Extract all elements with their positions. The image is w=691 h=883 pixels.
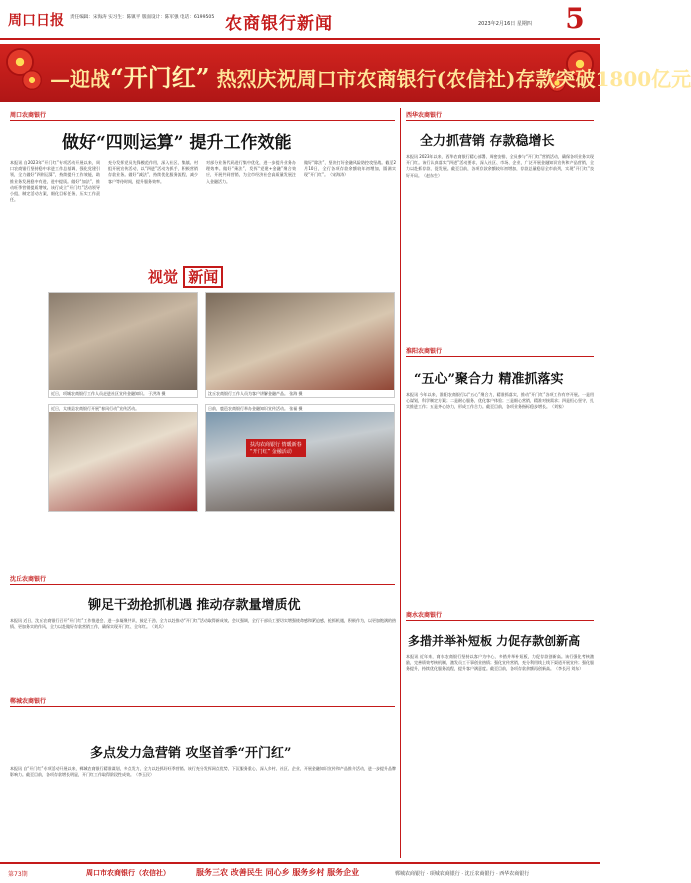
news-photo (48, 292, 198, 398)
news-photo (205, 404, 395, 512)
section-rule (406, 356, 594, 357)
bank-name: 周口市农商银行（农信社） (86, 869, 170, 877)
page-number: 5 (565, 2, 585, 35)
event-banner-sign: 扶沟农商银行 情暖新春 “开门红” 金融活动 (246, 439, 306, 457)
footer-branches: 郸城农商银行 · 项城农商银行 · 沈丘农商银行 · 西华农商银行 (395, 871, 530, 877)
masthead (0, 0, 600, 40)
section-label: 沈丘农商银行 (10, 576, 47, 583)
banner-headline: —迎战“开门红” 热烈庆祝周口市农商银行(农信社)存款突破1800亿元 (50, 63, 691, 92)
article-body: 本报讯 自“开门红”专项活动开展以来，郸城农商银行精准谋划，多点发力，全力以赴抓好旺季营销。该行充分发挥网点优势，下沉服务重心，深入乡村、社区、企业，开展金融知识宣传和产品推介活动，进一步提升品牌影响力。截至目前，各项存款增长明显，开门红工作取得阶段性成效。（李玉民） (10, 766, 396, 778)
celebration-banner (0, 44, 691, 102)
section-label: 周口农商银行 (10, 112, 47, 119)
article-body: 本报讯 近日，沈丘农商银行召开“开门红”工作推进会，进一步凝聚共识、鼓足干劲，全力以赴推动“开门红”活动取得新成效。会议强调，全行干部员工要切实增强使命感和紧迫感，抢抓机遇，积极作为，以更加饱满的热情、更加务实的作风，全力以赴做好存款营销工作，确保实现开门红、全年红。（刘兵） (10, 618, 396, 630)
section-label: 商水农商银行 (406, 612, 443, 619)
photo-caption: 近日，项城农商银行工作人员走进社区宣传金融知识。 于洪涛 摄 (49, 390, 197, 397)
article-body: 本报讯 2023年以来，西华农商银行精心部署、周密安排，全员参与“开门红”营销活动，确保各项业务实现开门红。该行认真落实“四进”活动要求，深入社区、市场、企业，广泛开展金融知识宣传和产品营销，全力以赴抓存款、促发展。截至目前，各项存款余额较年初增加，存款总量稳居全市前列，实现“开门红”良好开局。（赵东生） (406, 154, 594, 178)
section-label: 郸城农商银行 (10, 698, 47, 705)
section-rule (406, 120, 594, 121)
section-rule (10, 584, 395, 585)
article-title: 做好“四则运算” 提升工作效能 (62, 133, 292, 153)
article-title: “五心”聚合力 精准抓落实 (414, 372, 564, 387)
article-title: 铆足干劲抢抓机遇 推动存款量增质优 (88, 598, 301, 613)
newspaper-logo: 周口日报 (8, 13, 64, 29)
section-rule (406, 620, 594, 621)
editor-info: 责任编辑：宋海涛 实习生：陈镇平 版面设计：陈军强 电话：6199505 (70, 15, 215, 20)
article-body: 做好“除法”，坚决打好金融风险防控攻坚战。截至2月10日，全行各项存款余额较年初增加，圆满实现“开门红”。（宋海涛） (304, 160, 396, 178)
article-title: 多点发力急营销 攻坚首季“开门红” (90, 746, 292, 761)
article-body: 充分发挥党员先锋模范作用，深入社区、集镇、村组开展宣传活动，以“四进”活动为抓手，积极营销存款业务。做好“减法”，持续优化服务流程，减少客户等待时间，提升服务效率。 (108, 160, 198, 184)
section-label: 西华农商银行 (406, 112, 443, 119)
article-body: 对部分业务代码进行集中优化，进一步提升业务办理效率。做好“乘法”，发挥“党建+金融”聚合效应，开展共同营销，为全市经济社会高质量发展注入金融活力。 (206, 160, 296, 184)
photo-caption: 日前，鹿邑农商银行举办金融知识宣传活动。 张福 摄 (206, 405, 394, 412)
issue-date: 2023年2月16日 星期四 (478, 21, 532, 27)
edition-number: 第73期 (8, 871, 28, 878)
article-title: 多措并举补短板 力促存款创新高 (408, 634, 581, 648)
article-body: 本报讯 近年来，商水农商银行坚持以客户为中心，多措并举补短板，力促存款创新高。该行强化考核激励，完善绩效考核机制，激发员工干事创业热情；强化宣传营销，充分利用线上线下渠道开展宣传；强化服务提升，持续优化服务流程，提升客户满意度。截至目前，各项存款余额再创新高。（李长河 刘东） (406, 654, 594, 672)
footer-slogan: 服务三农 改善民生 同心乡 服务乡村 服务企业 (196, 868, 360, 877)
column-divider (400, 108, 401, 858)
section-rule (10, 120, 395, 121)
article-body: 本报讯 自2023年“开门红”专项活动开展以来，周口农商银行坚持稳中求进工作总基调，强化党建引领，全力做好“四则运算”，持续提升工作效能，助推业务发展稳中有进、进中提质。做好“加法”，推动旺季营销提质增效。该行成立“开门红”活动领导小组，制定活动方案，细化目标任务，压实工作责任。 (10, 160, 100, 203)
photo-caption: 近日，太康县农商银行开展“春风行动”宣传活动。 (49, 405, 197, 412)
news-photo (205, 292, 395, 398)
news-photo (48, 404, 198, 512)
article-body: 本报讯 今年以来，淮阳农商银行以“五心”聚合力，精准抓落实，推动“开门红”各项工作有序开展。一是用心谋划，科学制定方案；二是耐心服务，优化客户体验；三是细心营销，精准对接需求；四是恒心坚守，扎实推进工作；五是齐心协力，形成工作合力。截至目前，各项业务指标稳步增长。（刘家） (406, 392, 594, 410)
photo-caption: 沈丘农商银行工作人员为客户讲解金融产品。 张海 摄 (206, 390, 394, 397)
flower-icon (22, 70, 42, 90)
page-title: 农商银行新闻 (225, 14, 333, 34)
page-footer (0, 862, 600, 883)
section-rule (10, 706, 395, 707)
section-label: 淮阳农商银行 (406, 348, 443, 355)
article-title: 全力抓营销 存款稳增长 (420, 134, 555, 149)
visual-news-label: 视觉 新闻 (148, 266, 223, 287)
